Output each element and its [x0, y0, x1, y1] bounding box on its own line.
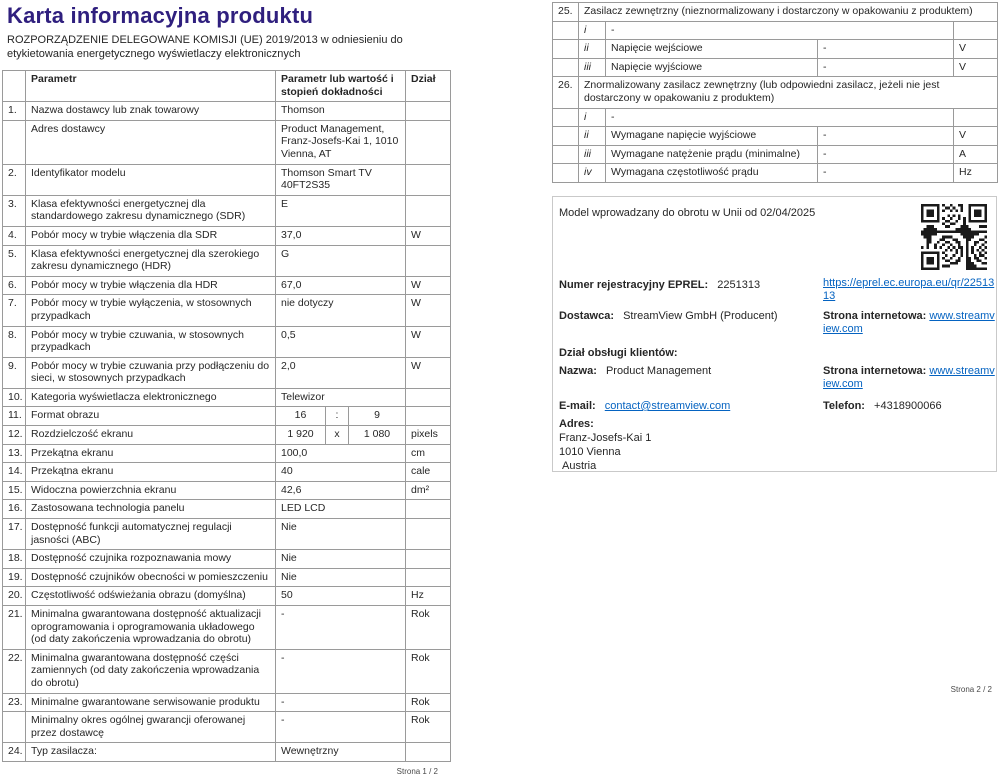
table-row [3, 444, 451, 463]
unit-cell: W [406, 357, 451, 388]
value-cell: Thomson [276, 102, 406, 121]
section-header-row [553, 77, 998, 108]
param-cell: Minimalny okres ogólnej gwarancji oferowanej przez dostawcę [26, 712, 276, 743]
split-value-part: x [326, 426, 349, 444]
param-cell: Identyfikator modelu [26, 164, 276, 195]
row-number [553, 58, 579, 77]
service-name-row [559, 365, 849, 378]
table-row [553, 58, 998, 77]
value-cell: Thomson Smart TV 40FT2S35 [276, 164, 406, 195]
param-cell: Napięcie wyjściowe [606, 58, 818, 77]
split-value-part: 1 920 [276, 426, 326, 444]
param-cell: Dostępność funkcji automatycznej regulacji jasności (ABC) [26, 519, 276, 550]
sub-index-cell: ii [579, 127, 606, 146]
row-number [553, 40, 579, 59]
table-row [3, 743, 451, 762]
param-cell: Minimalna gwarantowana dostępność aktualizacji oprogramowania i oprogramowania układowego (od daty zakończenia wprowadzania do obrotu) [26, 606, 276, 650]
split-value [276, 426, 405, 444]
model-market-date: Model wprowadzany do obrotu w Unii od 02/04/2025 [559, 206, 816, 219]
email-row [559, 400, 849, 413]
value-cell: - [276, 693, 406, 712]
value-cell [276, 407, 406, 426]
supplier-info-box [552, 196, 997, 472]
value-cell: Product Management, Franz-Josefs-Kai 1, 1010 Vienna, AT [276, 120, 406, 164]
service-name: Product Management [605, 364, 712, 377]
header-number-cell [3, 71, 26, 102]
row-number [3, 712, 26, 743]
header-dzial: Dział [406, 71, 451, 102]
sub-index-cell: iii [579, 145, 606, 164]
power-supply-table [552, 2, 998, 183]
unit-cell: cm [406, 444, 451, 463]
value-cell: Telewizor [276, 388, 406, 407]
value-cell: 40 [276, 463, 406, 482]
row-number: 26. [553, 77, 579, 108]
row-number: 5. [3, 245, 26, 276]
value-cell: - [818, 58, 954, 77]
page-subtitle: ROZPORZĄDZENIE DELEGOWANE KOMISJI (UE) 2019/2013 w odniesieniu do etykietowania energetycznego wyświetlaczy elektronicznych [7, 34, 403, 60]
row-number: 18. [3, 550, 26, 569]
website-label-1: Strona internetowa: [823, 309, 927, 322]
address-line-2: 1010 Vienna [559, 445, 621, 458]
row-number: 4. [3, 226, 26, 245]
email-link[interactable]: contact@streamview.com [604, 399, 731, 412]
row-number: 14. [3, 463, 26, 482]
value-cell: nie dotyczy [276, 295, 406, 326]
customer-service-heading: Dział obsługi klientów: [559, 346, 678, 359]
unit-cell: A [954, 145, 998, 164]
table-row [3, 463, 451, 482]
param-cell: Napięcie wejściowe [606, 40, 818, 59]
row-number: 2. [3, 164, 26, 195]
row-number: 12. [3, 426, 26, 445]
table-row [3, 712, 451, 743]
table-row [3, 102, 451, 121]
section-header-row [553, 3, 998, 22]
param-cell: Dostępność czujników obecności w pomieszczeniu [26, 568, 276, 587]
value-cell: - [276, 606, 406, 650]
table-row [3, 519, 451, 550]
row-number: 21. [3, 606, 26, 650]
unit-cell [406, 120, 451, 164]
value-cell: - [818, 145, 954, 164]
value-cell: Nie [276, 550, 406, 569]
eprel-registration [559, 279, 849, 292]
eprel-link-wrap [823, 277, 995, 303]
row-number: 17. [3, 519, 26, 550]
value-cell: E [276, 195, 406, 226]
row-number: 20. [3, 587, 26, 606]
section-header-cell: Zasilacz zewnętrzny (nieznormalizowany i dostarczony w opakowaniu z produktem) [579, 3, 998, 22]
unit-cell [406, 550, 451, 569]
row-number: 1. [3, 102, 26, 121]
value-cell: LED LCD [276, 500, 406, 519]
param-cell: Pobór mocy w trybie włączenia dla SDR [26, 226, 276, 245]
eprel-number: 2251313 [717, 278, 761, 291]
unit-cell: Rok [406, 712, 451, 743]
page2-footer: Strona 2 / 2 [950, 685, 992, 694]
split-value-part: 1 080 [363, 428, 391, 441]
row-number: 11. [3, 407, 26, 426]
unit-cell [406, 519, 451, 550]
page-1 [2, 2, 450, 777]
value-cell: G [276, 245, 406, 276]
row-number: 23. [3, 693, 26, 712]
row-number: 10. [3, 388, 26, 407]
table-row [3, 120, 451, 164]
row-number: 6. [3, 276, 26, 295]
row-number: 9. [3, 357, 26, 388]
unit-cell: pixels [406, 426, 451, 445]
table-row [3, 500, 451, 519]
value-cell: Nie [276, 568, 406, 587]
table-row [3, 568, 451, 587]
param-cell: Wymagane napięcie wyjściowe [606, 127, 818, 146]
table-row [553, 21, 998, 40]
param-cell: Klasa efektywności energetycznej dla szerokiego zakresu dynamicznego (HDR) [26, 245, 276, 276]
table-row [3, 326, 451, 357]
page-2 [552, 2, 997, 472]
row-number: 24. [3, 743, 26, 762]
header-parametr: Parametr [26, 71, 276, 102]
qr-code [921, 204, 987, 270]
value-cell: 100,0 [276, 444, 406, 463]
value-cell: Wewnętrzny [276, 743, 406, 762]
unit-cell [954, 108, 998, 127]
table-row [553, 145, 998, 164]
table-row [3, 164, 451, 195]
row-number: 7. [3, 295, 26, 326]
value-cell: Nie [276, 519, 406, 550]
table-header-row [3, 71, 451, 102]
table-row [553, 127, 998, 146]
product-parameters-table [2, 70, 451, 762]
unit-cell: cale [406, 463, 451, 482]
table-row [553, 164, 998, 183]
unit-cell [406, 164, 451, 195]
unit-cell: Hz [406, 587, 451, 606]
table-row [3, 388, 451, 407]
page1-footer: Strona 1 / 2 [396, 766, 438, 776]
address-block [559, 417, 849, 473]
address-line-3: Austria [562, 459, 597, 472]
unit-cell [406, 245, 451, 276]
unit-cell: W [406, 326, 451, 357]
param-cell: Adres dostawcy [26, 120, 276, 164]
row-number [3, 120, 26, 164]
row-number [553, 164, 579, 183]
page-title: Karta informacyjna produktu [7, 3, 314, 28]
supplier-label: Dostawca: [559, 309, 615, 322]
website-row-1 [823, 310, 995, 336]
unit-cell [406, 407, 451, 426]
phone-number: +4318900066 [874, 399, 942, 412]
unit-cell: Hz [954, 164, 998, 183]
value-cell: - [276, 712, 406, 743]
param-cell: Przekątna ekranu [26, 444, 276, 463]
unit-cell: V [954, 40, 998, 59]
table-row [3, 587, 451, 606]
table-row [553, 40, 998, 59]
table-row [553, 108, 998, 127]
row-number: 16. [3, 500, 26, 519]
unit-cell: V [954, 127, 998, 146]
split-value-part: 16 [276, 407, 326, 425]
name-label: Nazwa: [559, 364, 597, 377]
website-label-2: Strona internetowa: [823, 364, 927, 377]
param-cell: Minimalna gwarantowana dostępność części zamiennych (od daty zakończenia wprowadzania do obrotu) [26, 649, 276, 693]
unit-cell: dm² [406, 481, 451, 500]
param-cell: Format obrazu [26, 407, 276, 426]
value-cell: - [818, 40, 954, 59]
eprel-link[interactable]: https://eprel.ec.europa.eu/qr/2251313 [823, 276, 995, 303]
address-line-1: Franz-Josefs-Kai 1 [559, 431, 652, 444]
section-header-cell: Znormalizowany zasilacz zewnętrzny (lub odpowiedni zasilacz, jeżeli nie jest dostarczony w opakowaniu z produktem) [579, 77, 998, 108]
param-cell: Kategoria wyświetlacza elektronicznego [26, 388, 276, 407]
split-value-part: : [326, 407, 349, 425]
param-cell: - [606, 21, 954, 40]
table-row [3, 276, 451, 295]
table-row [3, 226, 451, 245]
email-label: E-mail: [559, 399, 596, 412]
param-cell: Zastosowana technologia panelu [26, 500, 276, 519]
param-cell: Przekątna ekranu [26, 463, 276, 482]
table-row [3, 195, 451, 226]
param-cell: Pobór mocy w trybie czuwania przy podłączeniu do sieci, w stosownych przypadkach [26, 357, 276, 388]
table-row [3, 606, 451, 650]
unit-cell [406, 500, 451, 519]
value-cell: 67,0 [276, 276, 406, 295]
unit-cell: W [406, 276, 451, 295]
param-cell: Typ zasilacza: [26, 743, 276, 762]
phone-label: Telefon: [823, 399, 865, 412]
sub-index-cell: ii [579, 40, 606, 59]
header-value: Parametr lub wartość i stopień dokładności [276, 71, 406, 102]
unit-cell: W [406, 226, 451, 245]
param-cell: Widoczna powierzchnia ekranu [26, 481, 276, 500]
address-label: Adres: [559, 417, 594, 430]
phone-row [823, 400, 995, 413]
value-cell: 42,6 [276, 481, 406, 500]
row-number [553, 21, 579, 40]
param-cell: Wymagane natężenie prądu (minimalne) [606, 145, 818, 164]
param-cell: Częstotliwość odświeżania obrazu (domyślna) [26, 587, 276, 606]
row-number: 15. [3, 481, 26, 500]
param-cell: Pobór mocy w trybie wyłączenia, w stosownych przypadkach [26, 295, 276, 326]
row-number: 19. [3, 568, 26, 587]
param-cell: Minimalne gwarantowane serwisowanie produktu [26, 693, 276, 712]
value-cell: - [276, 649, 406, 693]
row-number: 13. [3, 444, 26, 463]
param-cell: Klasa efektywności energetycznej dla standardowego zakresu dynamicznego (SDR) [26, 195, 276, 226]
table-row [3, 357, 451, 388]
param-cell: Pobór mocy w trybie włączenia dla HDR [26, 276, 276, 295]
unit-cell [406, 195, 451, 226]
table-row [3, 426, 451, 445]
unit-cell: W [406, 295, 451, 326]
value-cell: 2,0 [276, 357, 406, 388]
value-cell: 50 [276, 587, 406, 606]
unit-cell: V [954, 58, 998, 77]
param-cell: - [606, 108, 954, 127]
table-row [3, 407, 451, 426]
row-number [553, 108, 579, 127]
value-cell: - [818, 127, 954, 146]
param-cell: Pobór mocy w trybie czuwania, w stosownych przypadkach [26, 326, 276, 357]
split-value [276, 407, 405, 425]
value-cell: - [818, 164, 954, 183]
unit-cell [406, 102, 451, 121]
unit-cell [406, 388, 451, 407]
unit-cell [406, 568, 451, 587]
table-row [3, 295, 451, 326]
table-row [3, 693, 451, 712]
table-row [3, 481, 451, 500]
supplier-name: StreamView GmbH (Producent) [623, 309, 778, 322]
row-number: 8. [3, 326, 26, 357]
value-cell [276, 426, 406, 445]
unit-cell: Rok [406, 649, 451, 693]
split-value-part: 9 [374, 409, 380, 422]
unit-cell [406, 743, 451, 762]
row-number [553, 127, 579, 146]
row-number [553, 145, 579, 164]
param-cell: Nazwa dostawcy lub znak towarowy [26, 102, 276, 121]
website-row-2 [823, 365, 995, 391]
website-link-2[interactable]: www.streamview.com [823, 364, 995, 391]
value-cell: 0,5 [276, 326, 406, 357]
sub-index-cell: iv [579, 164, 606, 183]
row-number: 22. [3, 649, 26, 693]
supplier-row [559, 310, 849, 323]
unit-cell: Rok [406, 606, 451, 650]
unit-cell [954, 21, 998, 40]
param-cell: Rozdzielczość ekranu [26, 426, 276, 445]
table-row [3, 245, 451, 276]
sub-index-cell: i [579, 21, 606, 40]
table-row [3, 649, 451, 693]
param-cell: Dostępność czujnika rozpoznawania mowy [26, 550, 276, 569]
row-number: 3. [3, 195, 26, 226]
table-row [3, 550, 451, 569]
eprel-label: Numer rejestracyjny EPREL: [559, 278, 709, 291]
unit-cell: Rok [406, 693, 451, 712]
website-link-1[interactable]: www.streamview.com [823, 309, 995, 336]
sub-index-cell: i [579, 108, 606, 127]
sub-index-cell: iii [579, 58, 606, 77]
row-number: 25. [553, 3, 579, 22]
value-cell: 37,0 [276, 226, 406, 245]
param-cell: Wymagana częstotliwość prądu [606, 164, 818, 183]
